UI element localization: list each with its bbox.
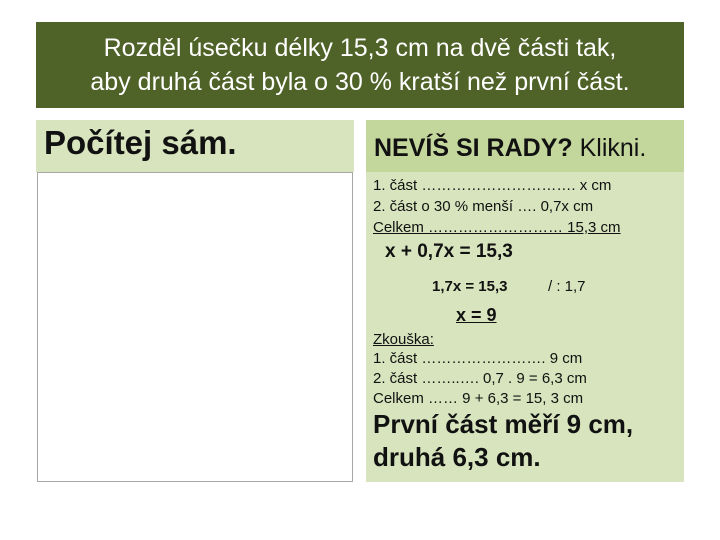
equation-2: 1,7x = 15,3	[432, 278, 508, 295]
help-button-bold[interactable]: NEVÍŠ SI RADY?	[374, 134, 573, 162]
final-answer	[373, 408, 678, 474]
equation-2-operation: / : 1,7	[548, 278, 586, 295]
answer-line-1: První část měří 9 cm,	[373, 409, 634, 439]
help-button-label[interactable]	[374, 134, 646, 163]
work-header	[36, 120, 354, 172]
check-line-1: 1. část ……………………. 9 cm	[373, 350, 583, 367]
work-header-label: Počítej sám.	[44, 124, 237, 161]
solution-line-1: 1. část …………………………. x cm	[373, 177, 612, 194]
help-button-text[interactable]: Klikni.	[572, 134, 647, 162]
solution-line-3: Celkem ……………………… 15,3 cm	[373, 219, 621, 236]
title-line-2: aby druhá část byla o 30 % kratší než první část.	[90, 68, 630, 96]
equation-result: x = 9	[456, 305, 497, 325]
answer-line-2: druhá 6,3 cm.	[373, 442, 541, 472]
title-line-1: Rozděl úsečku délky 15,3 cm na dvě části tak,	[103, 34, 617, 62]
check-line-2: 2. část ……..…. 0,7 . 9 = 6,3 cm	[373, 370, 587, 387]
solution-line-2: 2. část o 30 % menší …. 0,7x cm	[373, 198, 594, 215]
slide-title	[36, 22, 684, 108]
equation-1: x + 0,7x = 15,3	[385, 241, 513, 262]
solution-panel	[366, 120, 684, 482]
check-title: Zkouška:	[373, 331, 434, 348]
check-line-3: Celkem …… 9 + 6,3 = 15, 3 cm	[373, 390, 584, 407]
help-button[interactable]	[366, 120, 684, 172]
work-area[interactable]	[37, 172, 353, 482]
